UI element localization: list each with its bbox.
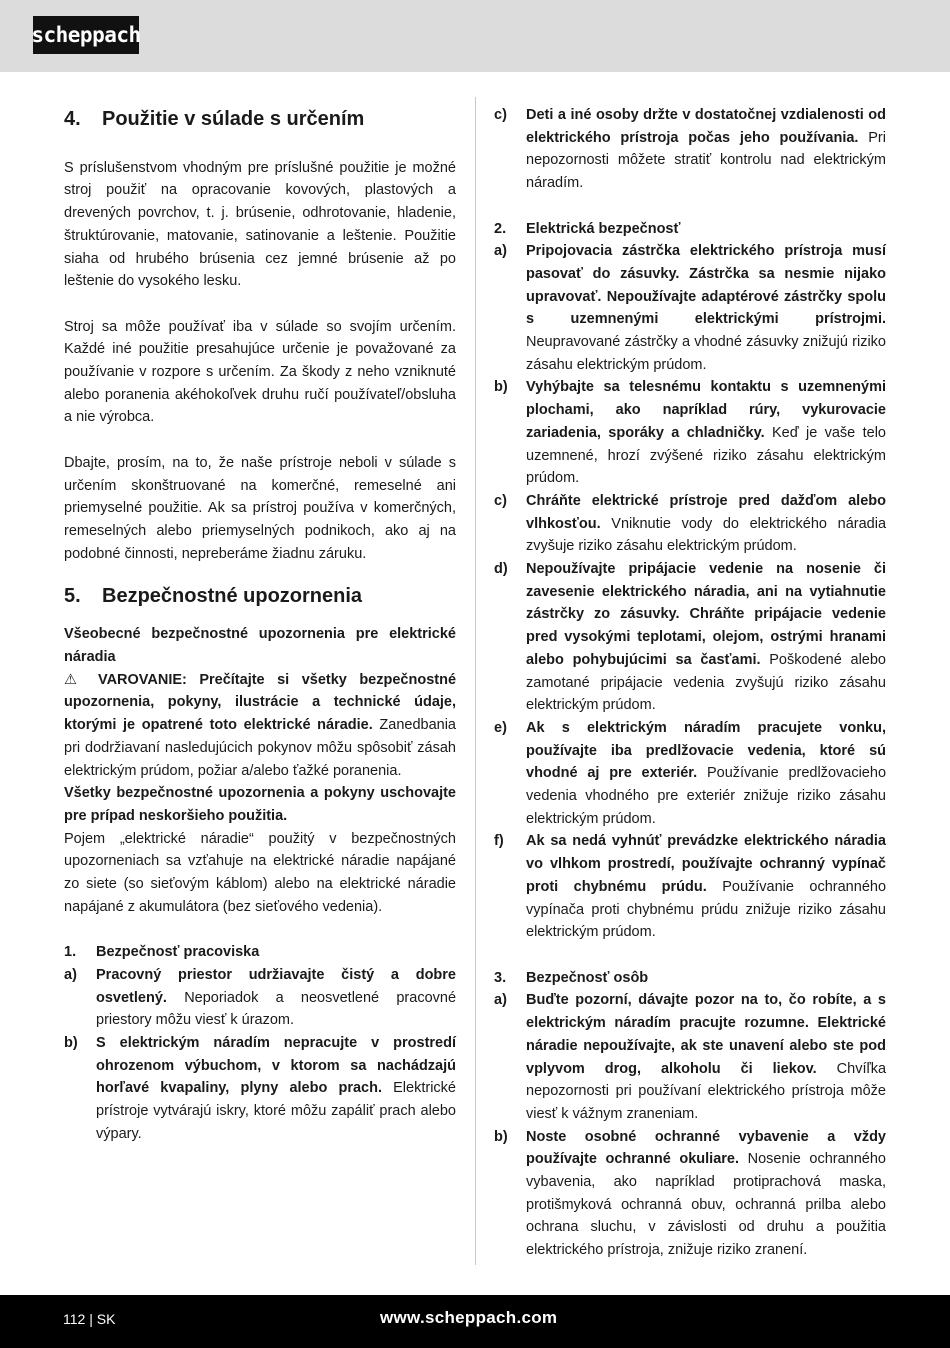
item-bold-text: Pripojovacia zástrčka elektrického prístroja musí pasovať do zásuvky. Zástrčka sa nesmie nijako upravovať. Nepoužívajte adaptérové zástrčky spolu s uzemnenými elektrickými prístrojmi. <box>526 243 886 328</box>
item-label: f) <box>494 833 504 850</box>
list-item <box>494 1126 886 1262</box>
item-bold-text: Vyhýbajte sa telesnému kontaktu s uzemnenými plochami, ako napríklad rúry, vykurovacie zariadenia, sporáky a chladničky. <box>526 379 886 441</box>
page-number: 112 <box>63 1311 86 1327</box>
workplace-safety-heading <box>64 941 456 964</box>
keep-instructions-text: Všetky bezpečnostné upozornenia a pokyny uschovajte pre prípad neskoršieho použitia. <box>64 785 456 824</box>
warning-triangle-icon: ⚠ <box>64 671 86 688</box>
section-5-heading <box>64 581 456 611</box>
list-item <box>494 558 886 717</box>
list-item <box>64 964 456 1032</box>
left-column <box>64 104 456 1145</box>
intended-use-paragraph-3: Dbajte, prosím, na to, že naše prístroje neboli v súlade s určením skonštruované na komerčné, remeselné ani priemyselné použitie. Ak sa prístroj používa v komerčných, remeselných alebo priemyselných podnikoch, ako aj na podobné činnosti, nepreberáme žiadnu záruku. <box>64 454 456 562</box>
electrical-safety-heading <box>494 218 886 241</box>
item-label: c) <box>494 107 507 123</box>
list-item <box>494 830 886 944</box>
item-text: Neporiadok a neosvetlené pracovné priestory môžu viesť k úrazom. <box>96 989 457 1029</box>
list-item <box>494 490 886 558</box>
item-text: Keď je vaše telo uzemnené, hrozí zvýšené riziko zásahu elektrickým prúdom. <box>526 424 886 487</box>
item-bold-text: Pracovný priestor udržiavajte čistý a dobre osvetlený. <box>96 966 456 1006</box>
section-number: 5. <box>64 585 81 608</box>
item-bold-text: Buďte pozorní, dávajte pozor na to, čo robíte, a s elektrickým náradím pracujte rozumne. Elektrické náradie nepoužívajte, ak ste unavení alebo ste pod vplyvom drog, alkoholu či liekov. <box>526 992 886 1077</box>
intended-use-paragraph: S príslušenstvom vhodným pre príslušné použitie je možné stroj použiť na opracovanie kovových, plastových a drevených povrchov, t. j. brúsenie, odhrotovanie, hladenie, štruktúrovanie, matovanie, satinovanie a leštenie. Použitie siaha od hrubého brúsenia cez jemné brúsenie až po leštenie do vysokého lesku. <box>64 159 456 290</box>
subsection-number: 2. <box>494 220 507 237</box>
section-title: Bezpečnostné upozornenia <box>102 585 363 608</box>
item-label: e) <box>494 719 507 736</box>
item-label: d) <box>494 561 508 578</box>
warning-text: Zanedbania pri dodržiavaní nasledujúcich pokynov môžu spôsobiť zásah elektrickým prúdom, požiar a/alebo ťažké poranenia. <box>64 717 456 779</box>
intended-use-paragraph-2: Stroj sa môže používať iba v súlade so svojím určením. Každé iné použitie presahujúce určenie je považované za používanie v rozpore s určením. Za škody z neho vzniknuté alebo poranenia akéhokoľvek druhu ručí používateľ/obsluha a nie výrobca. <box>64 318 456 426</box>
column-divider <box>475 97 476 1265</box>
item-text: Pri nepozornosti môžete stratiť kontrolu nad elektrickým náradím. <box>526 129 886 192</box>
list-item <box>64 1032 456 1146</box>
list-item <box>494 376 886 490</box>
item-label: b) <box>64 1034 78 1051</box>
item-bold-text: Nepoužívajte pripájacie vedenie na nosenie či zavesenie elektrického náradia, ani na vytiahnutie zástrčky zo zásuvky. Chráňte pripájacie vedenie pred vysokými teplotami, olejom, ostrými hranami alebo pohybujúcimi sa časťami. <box>526 561 886 668</box>
item-bold-text: Ak s elektrickým náradím pracujete vonku, používajte iba predlžovacie vedenia, ktoré sú vhodné aj pre exteriér. <box>526 719 886 782</box>
page-indicator <box>63 1311 115 1327</box>
item-label: c) <box>494 492 507 509</box>
scheppach-logo: scheppach <box>33 16 139 54</box>
item-text: Elektrické prístroje vytvárajú iskry, ktoré môžu zapáliť prach alebo výpary. <box>96 1080 456 1142</box>
general-safety-heading: Všeobecné bezpečnostné upozornenia pre elektrické náradia <box>64 626 456 666</box>
subsection-title: Bezpečnosť pracoviska <box>96 944 260 961</box>
item-text: Nosenie ochranného vybavenia, ako napríklad protiprachová maska, protišmyková ochranná obuv, ochranná prilba alebo ochrana sluchu, v závislosti od druhu a použitia elektrického prístroja, znižuje riziko zranení. <box>526 1151 887 1259</box>
subsection-title: Elektrická bezpečnosť <box>526 220 681 237</box>
personal-safety-heading <box>494 967 886 990</box>
item-bold-text: Ak sa nedá vyhnúť prevádzke elektrického náradia vo vlhkom prostredí, používajte ochranný vypínač proti chybnému prúdu. <box>526 833 886 895</box>
item-text: Používanie ochranného vypínača proti chybnému prúdu znižuje riziko zásahu elektrickým prúdom. <box>526 878 887 941</box>
item-label: b) <box>494 1128 508 1145</box>
warning-bold-text: VAROVANIE: Prečítajte si všetky bezpečnostné upozornenia, pokyny, ilustrácie a technické údaje, ktorými je opatrené toto elektrické náradie. <box>64 671 457 734</box>
item-bold-text: Noste osobné ochranné vybavenie a vždy používajte ochranné okuliare. <box>526 1128 886 1168</box>
section-title: Použitie v súlade s určením <box>102 108 365 130</box>
item-label: b) <box>494 379 508 396</box>
page-separator: | <box>89 1311 93 1327</box>
item-text: Chvíľka nepozornosti pri používaní elektrického prístroja môže viesť k vážnym zraneniam. <box>526 1060 887 1122</box>
language-code: SK <box>96 1311 116 1327</box>
footer <box>0 1295 950 1348</box>
section-number: 4. <box>64 108 81 130</box>
item-label: a) <box>494 992 507 1009</box>
item-bold-text: S elektrickým náradím nepracujte v prostredí ohrozenom výbuchom, v ktorom sa nachádzajú horľavé kvapaliny, plyny alebo prach. <box>96 1034 456 1097</box>
section-4-heading <box>64 104 456 134</box>
item-text: Neupravované zástrčky a vhodné zásuvky znižujú riziko zásahu elektrickým prúdom. <box>526 334 886 373</box>
list-item <box>494 717 886 831</box>
item-text: Používanie predlžovacieho vedenia vhodného pre exteriér znižuje riziko zásahu elektrickým prúdom. <box>526 765 887 827</box>
item-text: Vniknutie vody do elektrického náradia zvyšuje riziko zásahu elektrickým prúdom. <box>526 515 887 555</box>
item-text: Poškodené alebo zamotané pripájacie vedenia zvyšujú riziko zásahu elektrickým prúdom. <box>526 651 886 714</box>
subsection-title: Bezpečnosť osôb <box>526 969 649 986</box>
item-label: a) <box>64 966 77 983</box>
term-definition-text: Pojem „elektrické náradie“ použitý v bezpečnostných upozorneniach sa vzťahuje na elektrické náradie napájané zo siete (so sieťovým káblom) alebo na elektrické náradie napájané z akumulátora (bez sieťového vedenia). <box>64 830 456 915</box>
subsection-number: 1. <box>64 944 77 961</box>
right-column <box>494 104 886 1262</box>
website-link[interactable]: www.scheppach.com <box>380 1308 558 1327</box>
list-item <box>494 989 886 1125</box>
subsection-number: 3. <box>494 969 507 986</box>
warning-paragraph <box>64 669 456 783</box>
header-band <box>0 0 950 72</box>
list-item <box>494 240 886 376</box>
item-bold-text: Deti a iné osoby držte v dostatočnej vzdialenosti od elektrického prístroja počas jeho používania. <box>526 107 886 146</box>
list-item <box>494 104 886 195</box>
item-bold-text: Chráňte elektrické prístroje pred dažďom alebo vlhkosťou. <box>526 492 886 532</box>
item-label: a) <box>494 243 507 260</box>
